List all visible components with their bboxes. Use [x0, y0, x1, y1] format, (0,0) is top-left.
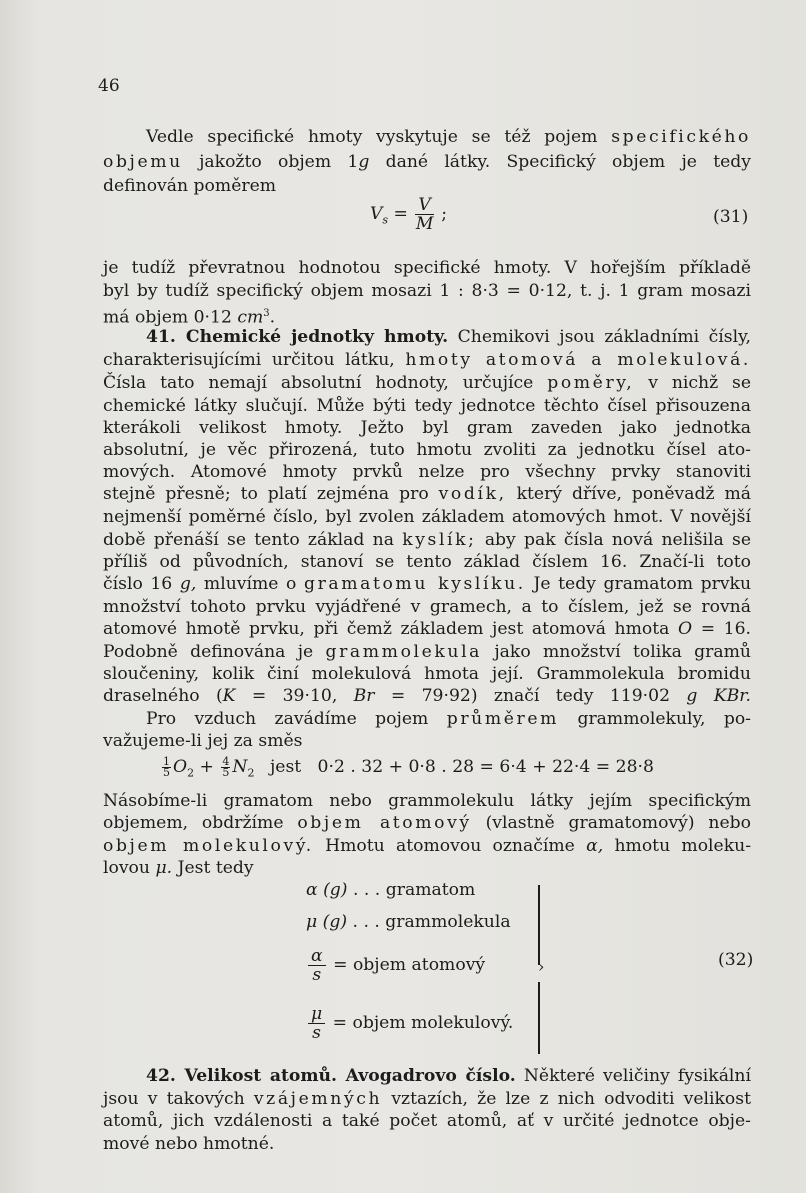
section-heading: 42. Velikost atomů. Avogadrovo číslo. [146, 1066, 516, 1086]
section-heading: 41. Chemické jednotky hmoty. [146, 327, 449, 347]
text-line: lovou μ. Jest tedy [103, 858, 254, 878]
text-line: byl by tudíž specifický objem mosazi 1 : 8·3 = 0·12, t. j. 1 gram mosazi [103, 281, 751, 301]
text-line: stejně přesně; to platí zejména pro vodík, který dříve, poněvadž má [103, 484, 752, 504]
text-line: době přenáší se tento základ na kyslík; aby pak čísla nová nelišila se [103, 530, 752, 550]
text-line: sloučeniny, kolik činí molekulová hmota její. Grammolekula bromidu [103, 664, 751, 684]
text-line: Násobíme-li gramatom nebo grammolekulu látky jejím specifickým [103, 791, 751, 811]
equation-32-row-3: $\frac{\alpha}{s}$ = objem atomový [306, 947, 485, 984]
equation-32-row-4: $\frac{\mu}{s}$ = objem molekulový. [306, 1005, 513, 1042]
equation-number: (32) [718, 950, 754, 970]
section-41-first-line: 41. Chemické jednotky hmoty. Chemikovi jsou základními čísly, [146, 327, 751, 347]
air-molecule-formula: $\frac{1}{5}$ $O_2$ + $\frac{4}{5}$ $N_2$ jest 0·2 . 32 + 0·8 . 28 = 6·4 + 22·4 = 28·8 [163, 755, 654, 780]
text-line: Vedle specifické hmoty vyskytuje se též pojem specifického [146, 127, 752, 147]
text-line: má objem 0·12 $cm^3$. [103, 307, 276, 328]
right-brace-tip: › [538, 957, 545, 976]
right-brace-lower [538, 982, 540, 1054]
text-line: atomové hmotě prvku, při čemž základem jest atomová hmota O = 16. [103, 619, 752, 639]
text-line: jsou v takových vzájemných vztazích, že lze z nich odvoditi velikost [103, 1089, 751, 1109]
text-line: chemické látky slučují. Může býti tedy jednotce těchto čísel přisouzena [103, 396, 751, 416]
text-line: Pro vzduch zavádíme pojem průměrem grammolekuly, po- [146, 709, 751, 729]
text-line: absolutní, je věc přirozená, tuto hmotu zvoliti za jednotku čísel ato- [103, 440, 751, 460]
text-line: charakterisujícími určitou látku, hmoty atomová a molekulová. [103, 350, 751, 370]
equation-32-row-2: μ (g) . . . grammolekula [306, 912, 511, 932]
text-line: mových. Atomové hmoty prvků nelze pro všechny prvky stanoviti [103, 462, 751, 482]
text-line: važujeme-li jej za směs [103, 731, 303, 751]
text-line: číslo 16 g, mluvíme o gramatomu kyslíku. Je tedy gramatom prvku [103, 574, 752, 594]
equation-31: $V_s$ = $\frac{V}{M}$ ; [370, 195, 448, 234]
text-line: množství tohoto prvku vyjádřené v gramech, a to číslem, jež se rovná [103, 597, 751, 617]
text-line: objemem, obdržíme objem atomový (vlastně gramatomový) nebo [103, 813, 751, 833]
equation-32-row-1: α (g) . . . gramatom [306, 880, 476, 900]
text-line: Podobně definována je grammolekula jako množství tolika gramů [103, 642, 751, 662]
text-line: draselného (K = 39·10, Br = 79·92) značí tedy 119·02 g KBr. [103, 686, 751, 706]
text-line: nejmenší poměrné číslo, byl zvolen základem atomových hmot. V novější [103, 507, 751, 527]
text-line: mové nebo hmotné. [103, 1134, 275, 1154]
text-line: atomů, jich vzdálenosti a také počet atomů, ať v určité jednotce obje- [103, 1111, 751, 1131]
text-line: příliš od původních, stanoví se tento základ číslem 16. Značí-li toto [103, 552, 751, 572]
section-42-first-line: 42. Velikost atomů. Avogadrovo číslo. Některé veličiny fysikální [146, 1066, 751, 1086]
text-line: kterákoli velikost hmoty. Ježto byl gram zaveden jako jednotka [103, 418, 751, 438]
text-line: definován poměrem [103, 176, 277, 196]
text-line: objem molekulový. Hmotu atomovou označíme α, hmotu moleku- [103, 836, 752, 856]
right-brace-upper [538, 885, 540, 965]
text-line: objemu jakožto objem 1g dané látky. Specifický objem je tedy [103, 152, 751, 172]
equation-number: (31) [713, 207, 749, 227]
page-number: 46 [98, 76, 120, 96]
text-line: je tudíž převratnou hodnotou specifické hmoty. V hořejším příkladě [103, 258, 751, 278]
text-line: Čísla tato nemají absolutní hodnoty, určujíce poměry, v nichž se [103, 373, 752, 393]
